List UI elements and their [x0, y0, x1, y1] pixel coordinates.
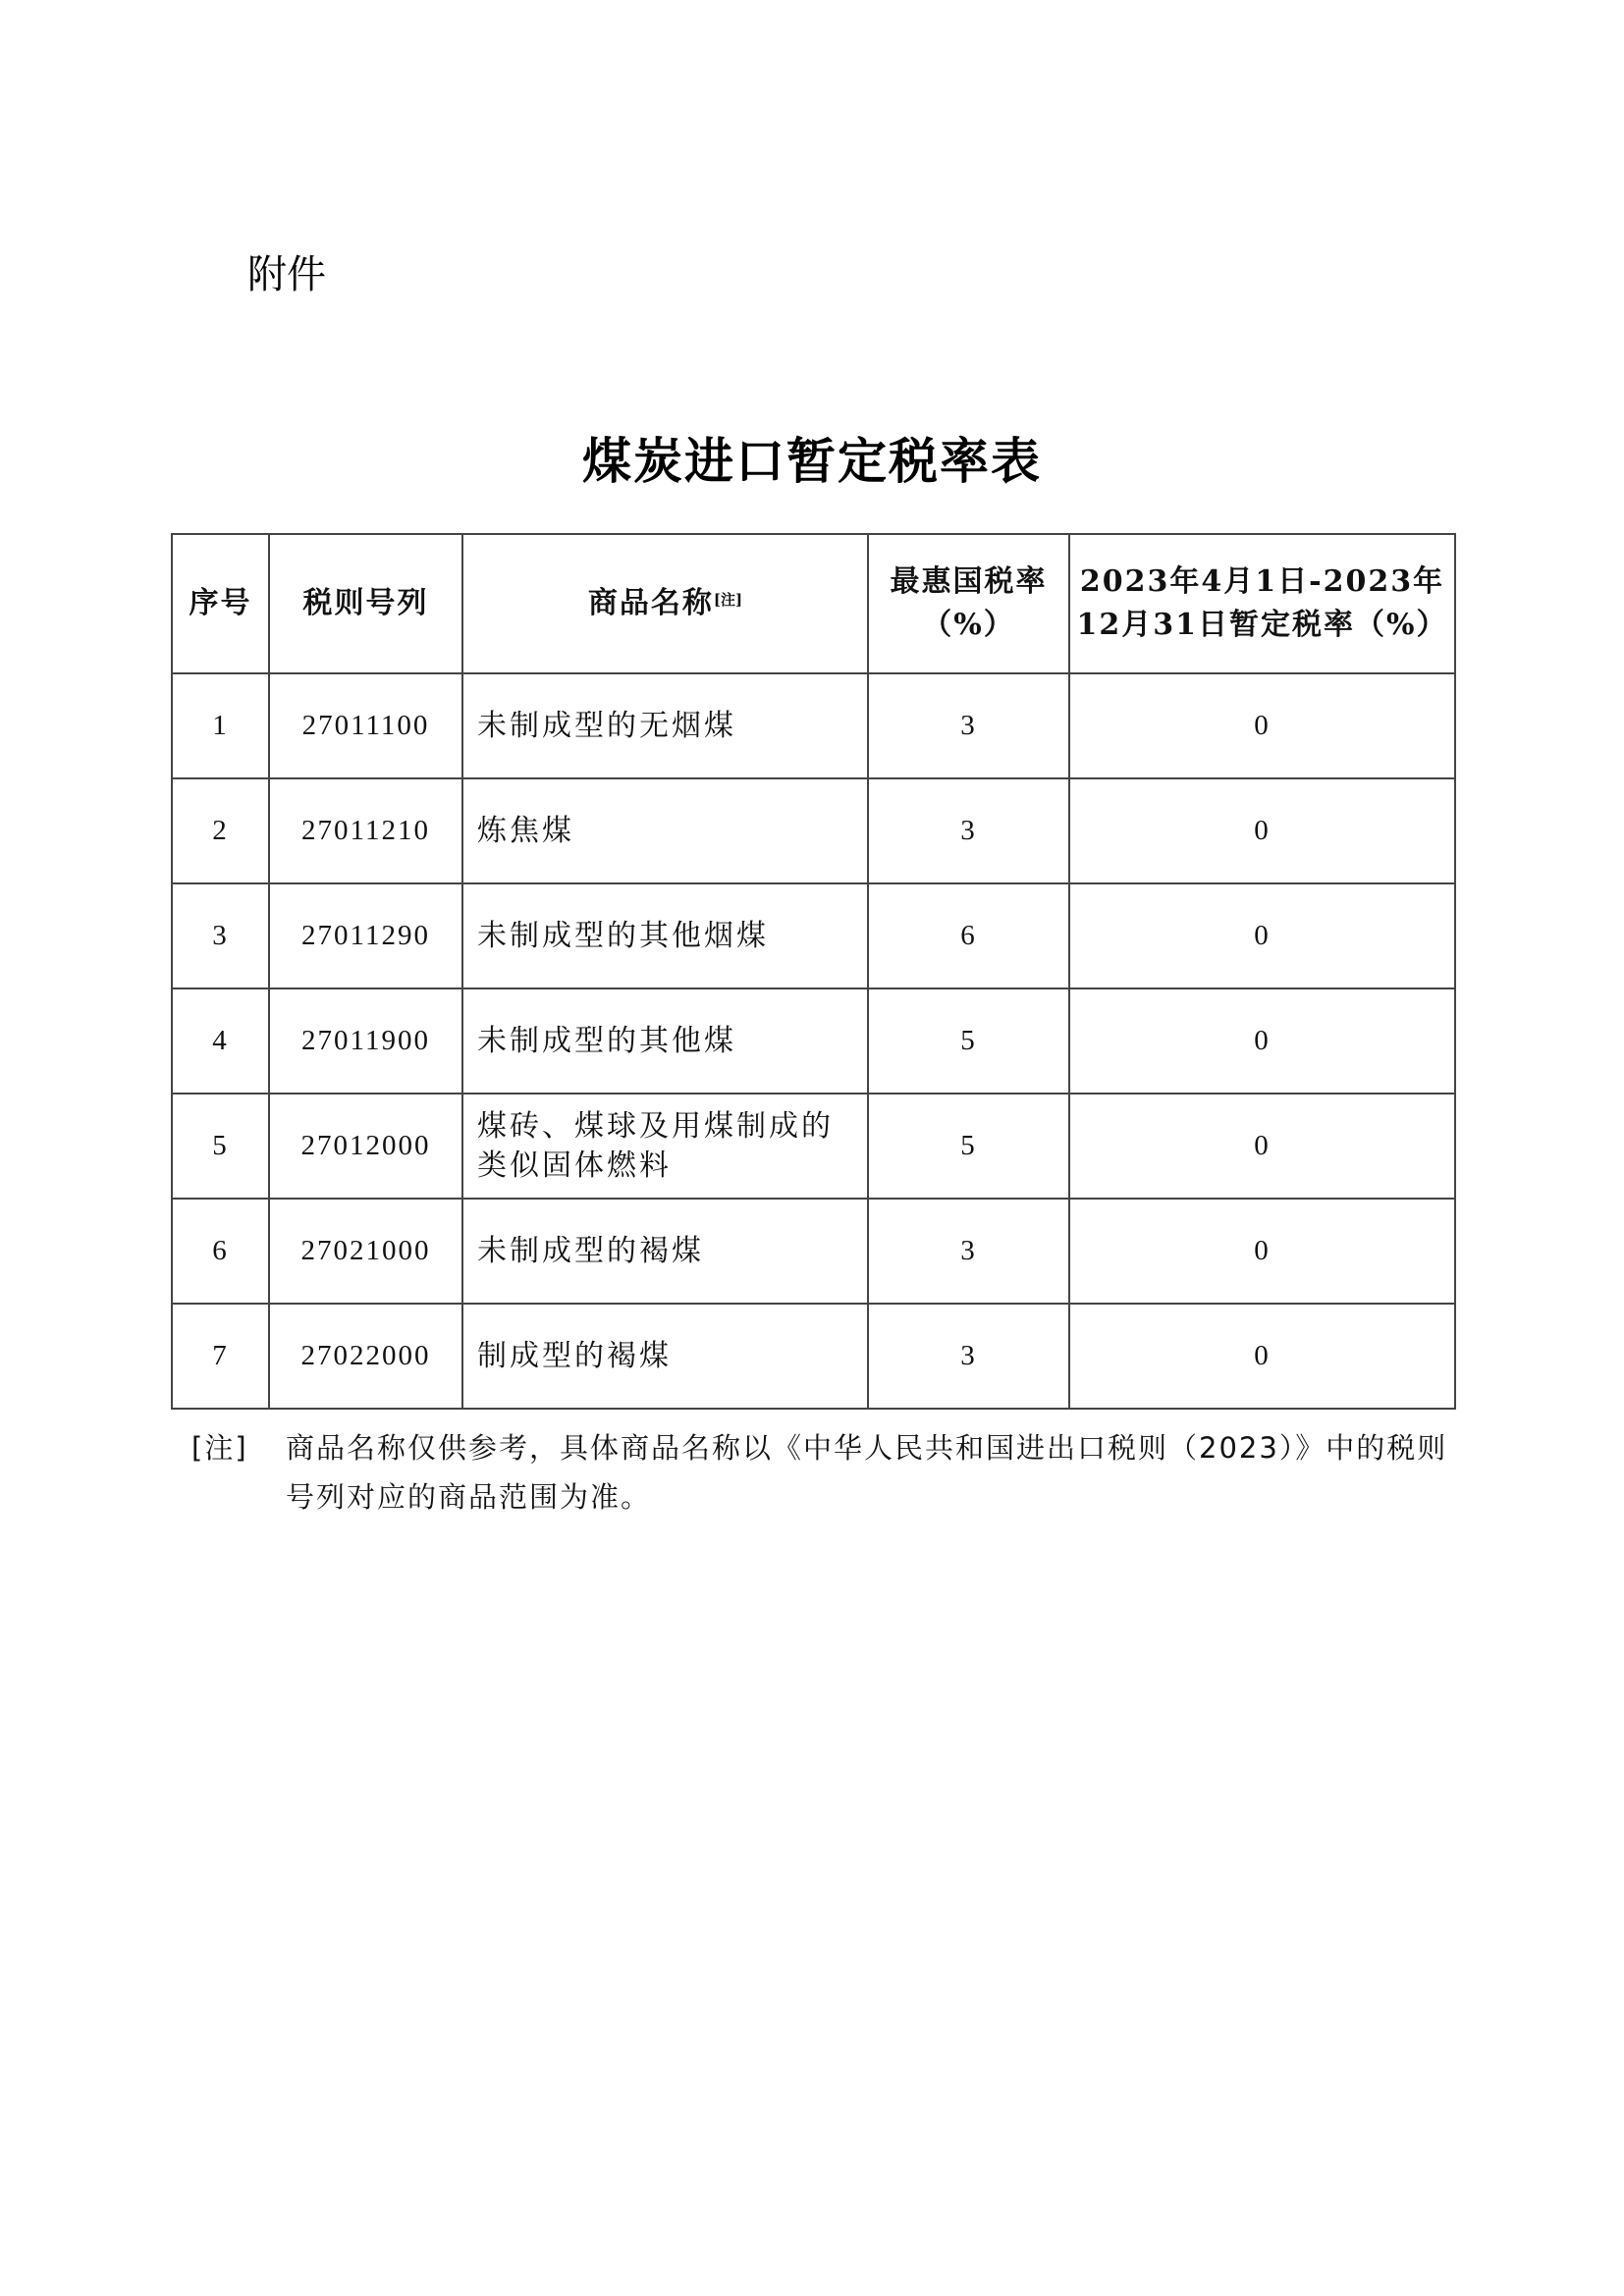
cell-product-name: 制成型的褐煤 — [462, 1304, 868, 1409]
cell-temporary-rate: 0 — [1069, 778, 1455, 883]
footnote — [191, 1423, 1458, 1522]
table-row — [172, 673, 1455, 778]
header-temporary-rate — [1069, 534, 1455, 673]
cell-seq: 3 — [172, 883, 269, 988]
coal-import-rate-table — [171, 533, 1456, 1410]
table-row — [172, 1199, 1455, 1304]
cell-tariff-code: 27011100 — [269, 673, 462, 778]
header-mfn-rate-line1: 最惠国税率 — [890, 564, 1048, 599]
cell-seq: 4 — [172, 988, 269, 1094]
header-seq: 序号 — [172, 534, 269, 673]
footnote-reference: [注] — [713, 591, 743, 609]
cell-seq: 2 — [172, 778, 269, 883]
cell-product-name: 未制成型的其他烟煤 — [462, 883, 868, 988]
cell-mfn-rate: 5 — [868, 1094, 1069, 1199]
footnote-text: 商品名称仅供参考，具体商品名称以《中华人民共和国进出口税则（2023）》中的税则号列对应的商品范围为准。 — [286, 1431, 1448, 1514]
cell-temporary-rate: 0 — [1069, 988, 1455, 1094]
cell-temporary-rate: 0 — [1069, 883, 1455, 988]
cell-temporary-rate: 0 — [1069, 1199, 1455, 1304]
header-temporary-rate-line2: 12月31日暂定税率（%） — [1076, 608, 1448, 642]
cell-tariff-code: 27021000 — [269, 1199, 462, 1304]
header-product-name — [462, 534, 868, 673]
header-tariff-code: 税则号列 — [269, 534, 462, 673]
footnote-marker: [注] — [191, 1431, 248, 1465]
table-row — [172, 883, 1455, 988]
cell-product-name: 未制成型的其他煤 — [462, 988, 868, 1094]
cell-temporary-rate: 0 — [1069, 1094, 1455, 1199]
cell-seq: 6 — [172, 1199, 269, 1304]
table-row — [172, 988, 1455, 1094]
attachment-label: 附件 — [247, 252, 326, 297]
cell-product-name: 炼焦煤 — [462, 778, 868, 883]
cell-mfn-rate: 3 — [868, 673, 1069, 778]
table-row — [172, 1094, 1455, 1199]
cell-tariff-code: 27011900 — [269, 988, 462, 1094]
header-product-name-label: 商品名称 — [587, 586, 714, 620]
table-row — [172, 1304, 1455, 1409]
cell-mfn-rate: 5 — [868, 988, 1069, 1094]
cell-tariff-code: 27011210 — [269, 778, 462, 883]
cell-product-name: 未制成型的无烟煤 — [462, 673, 868, 778]
header-temporary-rate-line1: 2023年4月1日-2023年 — [1079, 564, 1445, 599]
table-header-row — [172, 534, 1455, 673]
cell-tariff-code: 27012000 — [269, 1094, 462, 1199]
cell-mfn-rate: 3 — [868, 1304, 1069, 1409]
cell-seq: 5 — [172, 1094, 269, 1199]
cell-mfn-rate: 6 — [868, 883, 1069, 988]
cell-tariff-code: 27022000 — [269, 1304, 462, 1409]
table-row — [172, 778, 1455, 883]
cell-product-name: 煤砖、煤球及用煤制成的类似固体燃料 — [462, 1094, 868, 1199]
cell-temporary-rate: 0 — [1069, 673, 1455, 778]
cell-mfn-rate: 3 — [868, 1199, 1069, 1304]
cell-mfn-rate: 3 — [868, 778, 1069, 883]
cell-temporary-rate: 0 — [1069, 1304, 1455, 1409]
cell-seq: 7 — [172, 1304, 269, 1409]
header-mfn-rate-line2: （%） — [922, 608, 1015, 642]
header-mfn-rate — [868, 534, 1069, 673]
document-title: 煤炭进口暂定税率表 — [582, 432, 1042, 490]
cell-product-name: 未制成型的褐煤 — [462, 1199, 868, 1304]
cell-tariff-code: 27011290 — [269, 883, 462, 988]
cell-seq: 1 — [172, 673, 269, 778]
